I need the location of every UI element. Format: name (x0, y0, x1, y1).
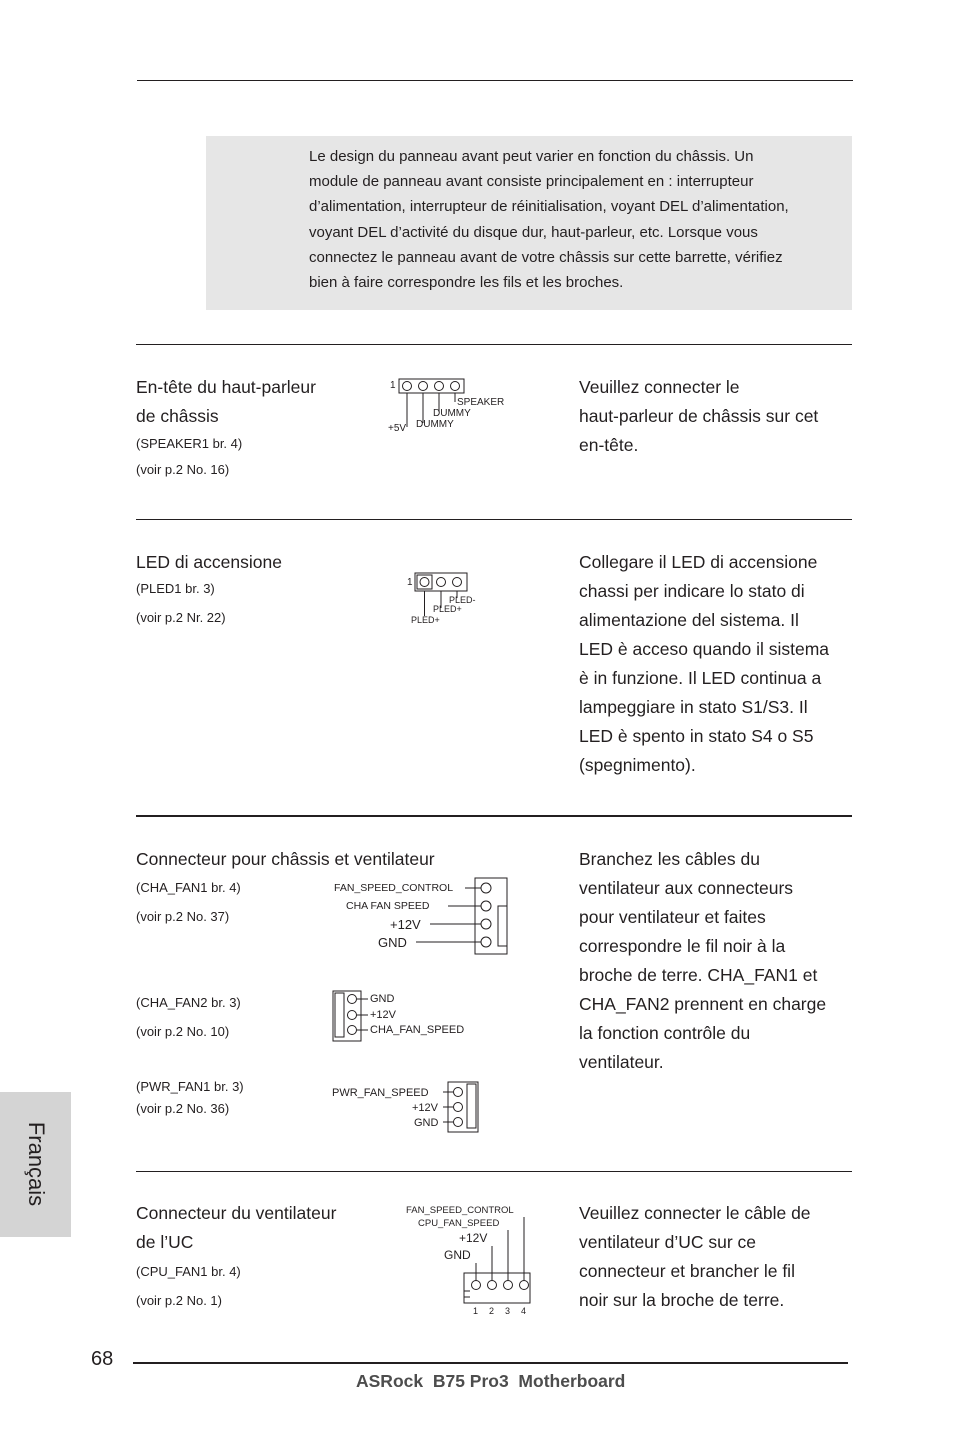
cpu-fan-speed-label: CPU_FAN_SPEED (418, 1218, 500, 1229)
gnd-label: GND (414, 1117, 439, 1129)
cpu-fan-pin-ref: (CPU_FAN1 br. 4) (136, 1264, 241, 1279)
pin-number-label: 4 (521, 1306, 527, 1316)
pin-number-label: 3 (505, 1306, 511, 1316)
cha-fan2-pin-ref: (CHA_FAN2 br. 3) (136, 995, 241, 1010)
plus5v-pin-label: +5V (388, 423, 407, 434)
pled-pin-ref: (PLED1 br. 3) (136, 581, 215, 596)
cpu-fan-page-ref: (voir p.2 No. 1) (136, 1293, 222, 1308)
plus12v-label: +12V (459, 1231, 488, 1245)
speaker-title: En-tête du haut-parleur (136, 377, 316, 397)
note-line: module de panneau avant consiste principalement en : interrupteur (309, 173, 754, 191)
desc-line: ventilateur d’UC sur ce (579, 1232, 757, 1252)
fan-speed-control-label: FAN_SPEED_CONTROL (406, 1205, 514, 1216)
desc-line: pour ventilateur et faites (579, 907, 766, 927)
pled-section-header (136, 548, 376, 631)
cha-fan-speed-label: CHA_FAN_SPEED (370, 1024, 465, 1036)
pwr-fan1-pin-ref: (PWR_FAN1 br. 3) (136, 1079, 244, 1094)
footer-product-name: ASRock B75 Pro3 Motherboard (356, 1371, 626, 1391)
cha-fan2-page-ref: (voir p.2 No. 10) (136, 1024, 230, 1039)
desc-line: lampeggiare in stato S1/S3. Il (579, 697, 808, 717)
desc-line: è in funzione. Il LED continua a (579, 668, 822, 688)
pled-title: LED di accensione (136, 552, 282, 572)
section-divider (136, 519, 852, 520)
speaker-description (579, 373, 859, 460)
pwr-fan1-diagram (330, 1080, 485, 1134)
desc-line: CHA_FAN2 prennent en charge (579, 994, 827, 1014)
gnd-label: GND (370, 993, 395, 1005)
desc-line: Veuillez connecter le câble de (579, 1203, 811, 1223)
desc-line: broche de terre. CHA_FAN1 et (579, 965, 818, 985)
chassis-fan-title: Connecteur pour châssis et ventilateur (136, 849, 435, 869)
note-line: d’alimentation, interrupteur de réinitialisation, voyant DEL d’alimentation, (309, 198, 789, 216)
footer-rule (133, 1362, 848, 1364)
pin1-label: 1 (407, 577, 413, 588)
desc-line: correspondre le fil noir à la (579, 936, 786, 956)
speaker-page-ref: (voir p.2 No. 16) (136, 462, 230, 477)
cha-fan1-pin-ref: (CHA_FAN1 br. 4) (136, 880, 241, 895)
page-number: 68 (91, 1348, 114, 1370)
cpu-fan-section-header (136, 1199, 386, 1314)
pin-number-label: 1 (473, 1306, 479, 1316)
dummy-pin-label: DUMMY (416, 419, 454, 430)
cpu-fan-description (579, 1199, 859, 1315)
note-text (309, 144, 854, 295)
desc-line: Veuillez connecter le (579, 377, 740, 397)
cpu-fan-diagram (404, 1203, 534, 1318)
cpu-fan-title-cont: de l’UC (136, 1232, 194, 1252)
pin1-label: 1 (390, 380, 396, 391)
desc-line: Branchez les câbles du (579, 849, 760, 869)
desc-line: Collegare il LED di accensione (579, 552, 818, 572)
gnd-label: GND (378, 935, 407, 950)
gnd-label: GND (444, 1248, 471, 1262)
desc-line: alimentazione del sistema. Il (579, 610, 799, 630)
speaker-title-cont: de châssis (136, 406, 219, 426)
plus12v-label: +12V (370, 1009, 396, 1021)
desc-line: ventilateur. (579, 1052, 664, 1072)
speaker-header-diagram (385, 375, 520, 435)
desc-line: connecteur et brancher le fil (579, 1261, 795, 1281)
cpu-fan-title: Connecteur du ventilateur (136, 1203, 337, 1223)
language-label: Français (24, 1121, 49, 1207)
pled-header-diagram (405, 568, 495, 628)
note-line: connectez le panneau avant de votre châssis sur cette barrette, vérifiez (309, 248, 783, 266)
desc-line: en-tête. (579, 435, 639, 455)
dummy-pin-label: DUMMY (433, 408, 471, 419)
cha-fan2-diagram (332, 989, 487, 1043)
section-divider (136, 1171, 852, 1172)
note-line: voyant DEL d’activité du disque dur, haut-parleur, etc. Lorsque vous (309, 223, 758, 241)
speaker-pin-label: SPEAKER (457, 397, 505, 408)
speaker-pin-ref: (SPEAKER1 br. 4) (136, 436, 243, 451)
desc-line: LED è spento in stato S4 o S5 (579, 726, 814, 746)
top-rule (137, 80, 853, 81)
cha-fan-speed-label: CHA FAN SPEED (346, 900, 430, 912)
pin-number-label: 2 (489, 1306, 495, 1316)
desc-line: la fonction contrôle du (579, 1023, 751, 1043)
pwr-fan1-page-ref: (voir p.2 No. 36) (136, 1101, 230, 1116)
pled-plus-label: PLED+ (411, 615, 440, 625)
desc-line: chassi per indicare lo stato di (579, 581, 805, 601)
cha-fan1-page-ref: (voir p.2 No. 37) (136, 909, 230, 924)
note-line: bien à faire correspondre les fils et les broches. (309, 274, 624, 292)
language-side-tab (0, 1092, 71, 1237)
speaker-section-header (136, 373, 376, 483)
pled-page-ref: (voir p.2 Nr. 22) (136, 610, 226, 625)
fan-speed-control-label: FAN_SPEED_CONTROL (334, 882, 454, 894)
pwr-fan-speed-label: PWR_FAN_SPEED (332, 1087, 429, 1099)
desc-line: ventilateur aux connecteurs (579, 878, 794, 898)
section-divider (136, 344, 852, 345)
pled-description (579, 548, 859, 780)
cha-fan1-diagram (332, 876, 512, 956)
desc-line: noir sur la broche de terre. (579, 1290, 785, 1310)
plus12v-label: +12V (412, 1102, 438, 1114)
desc-line: LED è acceso quando il sistema (579, 639, 829, 659)
chassis-fan-description (579, 845, 859, 1077)
pled-minus-label: PLED- (449, 595, 476, 605)
section-divider (136, 815, 852, 817)
desc-line: haut-parleur de châssis sur cet (579, 406, 819, 426)
plus12v-label: +12V (390, 917, 421, 932)
desc-line: (spegnimento). (579, 755, 696, 775)
pled-plus-label: PLED+ (433, 604, 462, 614)
note-line: Le design du panneau avant peut varier en fonction du châssis. Un (309, 148, 754, 165)
note-box (206, 136, 852, 310)
